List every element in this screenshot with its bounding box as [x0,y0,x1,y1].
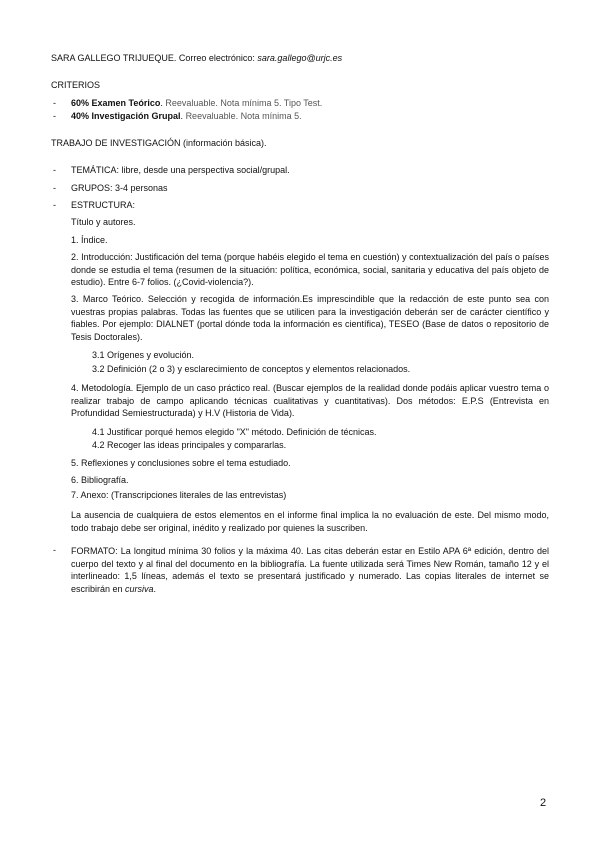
formato-cursiva: cursiva [125,583,154,594]
criterio-detail: Reevaluable. Nota mínima 5. Tipo Test. [165,98,323,108]
tematica-item: TEMÁTICA: libre, desde una perspectiva social/grupal. [71,165,290,175]
formato-end: . [153,583,157,594]
ausencia-paragraph: La ausencia de cualquiera de estos elementos en el informe final implica la no evaluación de este. Del mismo modo, todo trabajo debe ser original, inédito y realizado por quienes la suscriben. [71,510,549,533]
metodologia-subitem: 4.2 Recoger las ideas principales y compararlas. [92,440,287,450]
criterio-sep: . [180,111,186,121]
author-email-link[interactable]: sara.gallego@urjc.es [257,53,343,63]
dash-bullet: - [53,98,56,108]
author-text: SARA GALLEGO TRIJUEQUE. Correo electrónico: [51,53,258,63]
metodologia-paragraph: 4. Metodología. Ejemplo de un caso práctico real. (Buscar ejemplos de la realidad donde podáis aplicar vuestro tema o realizar trabajo de campo aplicando técnicas cualitativas y cuantitativas). Dos métodos: E.P.S (Entrevista en Profundidad Semiestructurada) y H.V (Historia de Vida). [71,383,549,418]
formato-text: FORMATO: La longitud mínima 30 folios y la máxima 40. Las citas deberán estar en Estilo APA 6ª edición, dentro del cuerpo del texto y al final del documento en la bibliografía. La fuente utilizada será Times New Román, tamaño 12 y el interlineado: 1,5 líneas, además el texto se presentará justificado y numerado. Las copias literales de internet se escribirán en [71,546,549,594]
criterio-item [71,98,322,109]
dash-bullet: - [53,111,56,121]
dash-bullet: - [53,183,56,193]
reflexiones-item: 5. Reflexiones y conclusiones sobre el tema estudiado. [71,458,291,468]
criterio-item [71,111,302,122]
marco-subitem: 3.2 Definición (2 o 3) y esclarecimiento de conceptos y elementos relacionados. [92,364,411,374]
criterio-name: 60% Examen Teórico [71,98,161,108]
criterio-name: 40% Investigación Grupal [71,111,181,121]
marco-teorico-paragraph: 3. Marco Teórico. Selección y recogida de información.Es imprescindible que la redacción de este punto sea con vuestras propias palabras. Todas las fuentes que se utilicen para la investigación deberán ser de carácter científico y fiables. Por ejemplo: DIALNET (portal dónde toda la información es científica), TESEO (Base de datos o repositorio de Tesis Doctorales). [71,294,549,342]
formato-paragraph [71,545,549,595]
grupos-item: GRUPOS: 3-4 personas [71,183,168,193]
trabajo-title: TRABAJO DE INVESTIGACIÓN (información básica). [51,138,267,148]
anexo-item: 7. Anexo: (Transcripciones literales de las entrevistas) [71,490,287,500]
metodologia-subitem: 4.1 Justificar porqué hemos elegido "X" método. Definición de técnicas. [92,427,377,437]
page-number: 2 [540,797,547,809]
criterio-detail: Reevaluable. Nota mínima 5. [185,111,302,121]
author-line [51,53,342,64]
criterios-title: CRITERIOS [51,80,101,90]
titulo-autores: Título y autores. [71,217,136,227]
introduccion-paragraph: 2. Introducción: Justificación del tema (porque habéis elegido el tema en cuestión) y contextualización del país o países donde se estudia el tema (resumen de la situación: política, económica, social, sanitaria y educativa del país objeto de estudio). Entre 6-7 folios. (¿Covid-violencia?). [71,252,549,287]
bibliografia-item: 6. Bibliografía. [71,475,129,485]
dash-bullet: - [53,545,56,555]
criterio-sep: . [160,98,166,108]
dash-bullet: - [53,165,56,175]
dash-bullet: - [53,200,56,210]
indice-item: 1. Índice. [71,235,108,245]
marco-subitem: 3.1 Orígenes y evolución. [92,350,195,360]
estructura-item: ESTRUCTURA: [71,200,136,210]
